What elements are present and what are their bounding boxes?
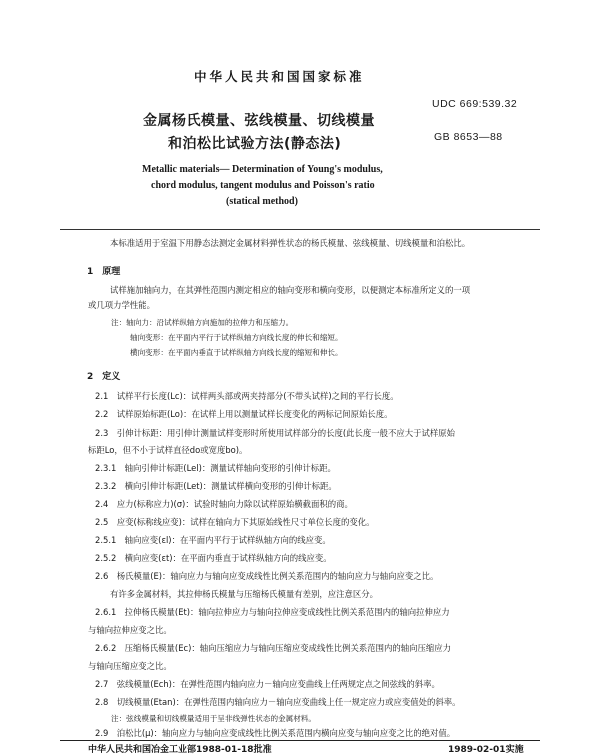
effective-date: 1989-02-01实施 [448, 745, 524, 755]
def-2-3-cont: 标距Lo，但不小于试样直径do或宽度bo)。 [88, 445, 248, 455]
def-2-1: 2.1 试样平行长度(Lc)：试样两头部或两夹持部分(不带头试样)之间的平行长度。 [95, 391, 399, 401]
def-2-6-2-cont: 与轴向压缩应变之比。 [88, 661, 172, 671]
english-title-line-1: Metallic materials— Determination of Young's modulus, [142, 164, 383, 175]
title-line-2: 和泊松比试验方法(静态法) [168, 136, 342, 152]
principle-line-1: 试样施加轴向力，在其弹性范围内测定相应的轴向变形和横向变形，以便测定本标准所定义的一项 [110, 285, 471, 295]
def-2-8: 2.8 切线模量(Etan)：在弹性范围内轴向应力－轴向应变曲线上任一规定应力或应变值处的斜率。 [95, 697, 461, 707]
def-2-7: 2.7 弦线模量(Ech)：在弹性范围内轴向应力－轴向应变曲线上任两规定点之间弦线的斜率。 [95, 679, 440, 689]
def-2-6-1: 2.6.1 拉伸杨氏模量(Et)：轴向拉伸应力与轴向拉伸应变成线性比例关系范围内的轴向拉伸应力 [95, 607, 450, 617]
def-2-3-1: 2.3.1 轴向引伸计标距(Lel)：测量试样轴向变形的引伸计标距。 [95, 463, 336, 473]
approval-line: 中华人民共和国冶金工业部1988-01-18批准 [88, 745, 272, 755]
def-2-8-note: 注：弦线模量和切线模量适用于呈非线弹性状态的金属材料。 [111, 714, 317, 723]
def-2-9: 2.9 泊松比(μ)：轴向应力与轴向应变成线性比例关系范围内横向应变与轴向应变之比的绝对值。 [95, 728, 456, 738]
header-divider [60, 229, 540, 230]
principle-line-2: 或几项力学性能。 [88, 300, 155, 310]
title-line-1: 金属杨氏模量、弦线模量、切线模量 [143, 113, 375, 129]
principle-note-3: 横向变形：在平面内垂直于试样纵轴方向线长度的缩短和伸长。 [130, 348, 343, 357]
principle-note-1: 注：轴向力：沿试样纵轴方向施加的拉伸力和压缩力。 [111, 318, 294, 327]
section-2-heading: 2 定义 [87, 372, 121, 382]
scope-paragraph: 本标准适用于室温下用静态法测定金属材料弹性状态的杨氏模量、弦线模量、切线模量和泊松比。 [110, 238, 471, 248]
def-2-5-2: 2.5.2 横向应变(εt)：在平面内垂直于试样纵轴方向的线应变。 [95, 553, 332, 563]
def-2-3-2: 2.3.2 横向引伸计标距(Let)：测量试样横向变形的引伸计标距。 [95, 481, 337, 491]
gb-code: GB 8653—88 [434, 131, 503, 143]
principle-note-2: 轴向变形：在平面内平行于试样纵轴方向线长度的伸长和缩短。 [130, 333, 343, 342]
def-2-6-note: 有许多金属材料，其拉伸杨氏模量与压缩杨氏模量有差别，应注意区分。 [110, 589, 378, 599]
def-2-5-1: 2.5.1 轴向应变(εl)：在平面内平行于试样纵轴方向的线应变。 [95, 535, 331, 545]
def-2-6-1-cont: 与轴向拉伸应变之比。 [88, 625, 172, 635]
english-title-line-2: chord modulus, tangent modulus and Poisson's ratio [151, 180, 375, 191]
def-2-6: 2.6 杨氏模量(E)：轴向应力与轴向应变成线性比例关系范围内的轴向应力与轴向应变之比。 [95, 571, 439, 581]
def-2-6-2: 2.6.2 压缩杨氏模量(Ec)：轴向压缩应力与轴向压缩应变成线性比例关系范围内的轴向压缩应力 [95, 643, 451, 653]
def-2-2: 2.2 试样原始标距(Lo)：在试样上用以测量试样长度变化的两标记间原始长度。 [95, 409, 393, 419]
def-2-5: 2.5 应变(标称线应变)：试样在轴向力下其原始线性尺寸单位长度的变化。 [95, 517, 375, 527]
section-1-heading: 1 原理 [87, 267, 121, 277]
def-2-3: 2.3 引伸计标距：用引伸计测量试样变形时所使用试样部分的长度(此长度一般不应大于试样原始 [95, 428, 455, 438]
footer-divider [60, 740, 540, 741]
standard-org-heading: 中华人民共和国国家标准 [194, 69, 365, 84]
english-title-line-3: (statical method) [226, 196, 298, 207]
udc-code: UDC 669:539.32 [432, 98, 518, 110]
def-2-4: 2.4 应力(标称应力)(σ)：试验时轴向力除以试样原始横截面积的商。 [95, 499, 353, 509]
